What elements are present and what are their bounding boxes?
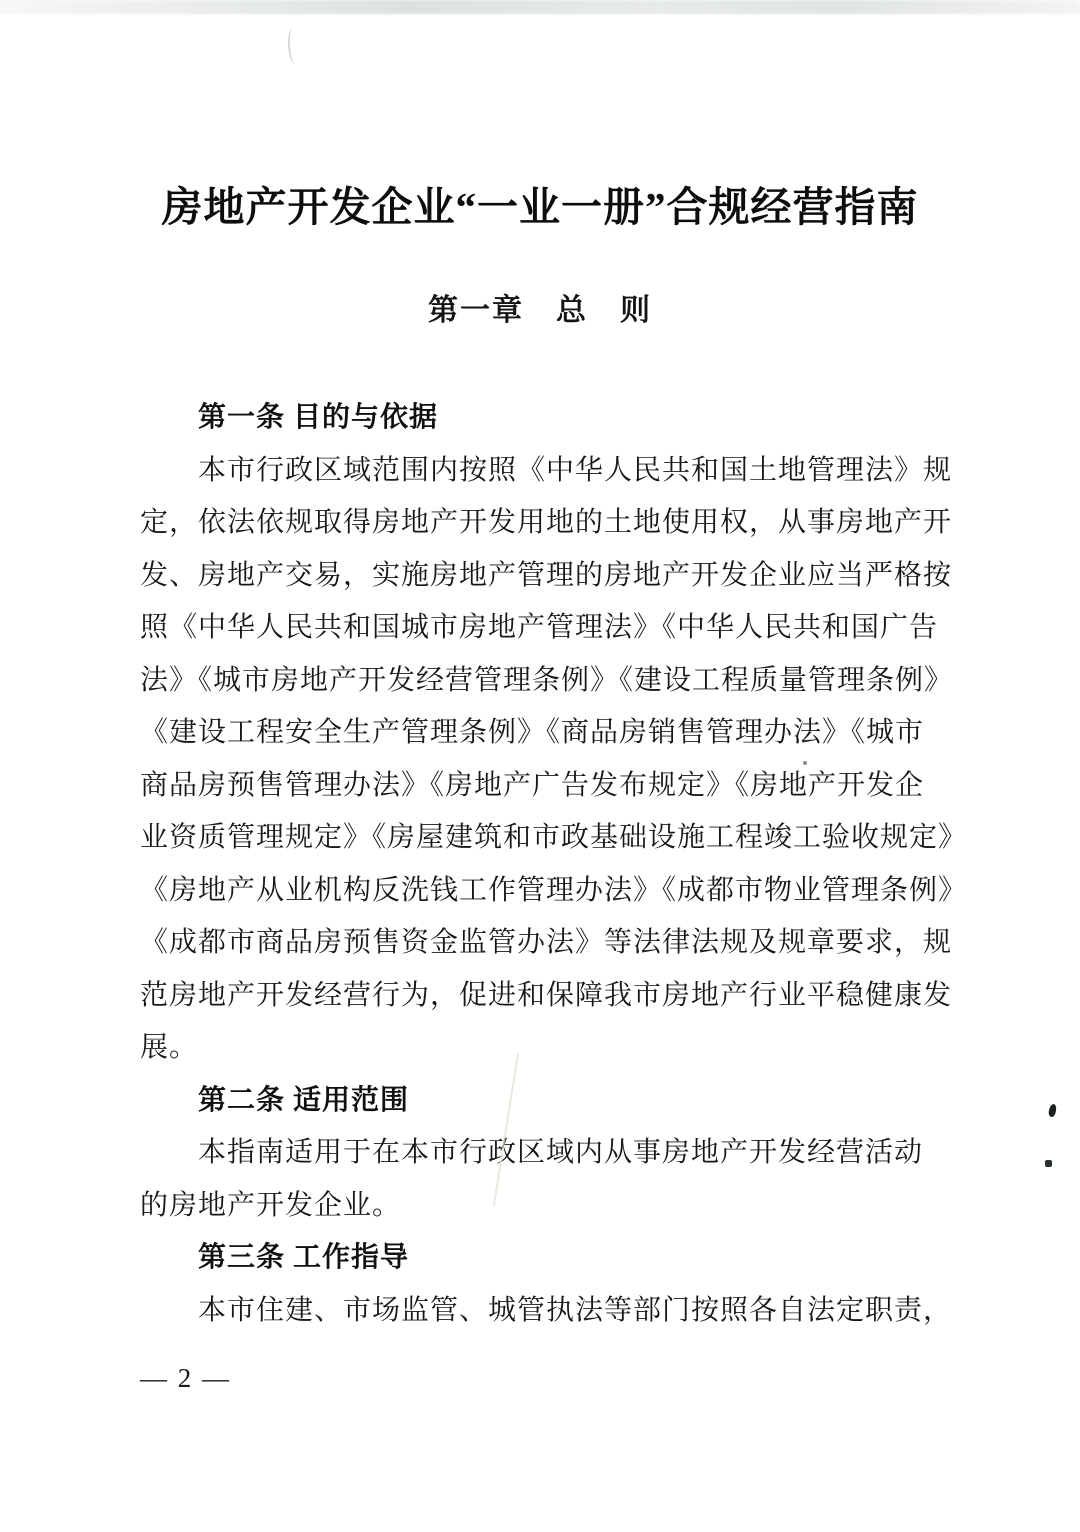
body-line: 定，依法依规取得房地产开发用地的土地使用权，从事房地产开 — [140, 507, 953, 538]
scan-artifact-speck — [803, 761, 807, 765]
article-3-heading: 第三条 工作指导 — [198, 1242, 410, 1273]
body-line: 发、房地产交易，实施房地产管理的房地产开发企业应当严格按 — [140, 559, 953, 591]
body-line: 本指南适用于在本市行政区域内从事房地产开发经营活动 — [198, 1137, 924, 1168]
scan-artifact-top-band — [0, 0, 1080, 14]
body-line: 的房地产开发企业。 — [140, 1189, 402, 1221]
body-line: 业资质管理规定》《房屋建筑和市政基础设施工程竣工验收规定》 — [140, 822, 968, 853]
body-line: 《成都市商品房预售资金监管办法》等法律法规及规章要求，规 — [140, 927, 953, 958]
body-line: 《房地产从业机构反洗钱工作管理办法》《成都市物业管理条例》 — [140, 874, 968, 906]
scan-artifact-speck — [1045, 1160, 1052, 1167]
document-body — [0, 392, 1080, 1337]
body-line: 展。 — [140, 1032, 199, 1063]
body-line: 照《中华人民共和国城市房地产管理法》《中华人民共和国广告 — [140, 612, 939, 643]
body-line: 法》《城市房地产开发经营管理条例》《建设工程质量管理条例》 — [140, 664, 954, 696]
article-1-heading: 第一条 目的与依据 — [198, 402, 439, 433]
body-line: 本市行政区域范围内按照《中华人民共和国土地管理法》规 — [198, 454, 953, 486]
document-title: 房地产开发企业“一业一册”合规经营指南 — [161, 184, 919, 230]
body-line: 商品房预售管理办法》《房地产广告发布规定》《房地产开发企 — [140, 769, 925, 801]
scan-artifact-mark — [287, 28, 301, 65]
body-line: 本市住建、市场监管、城管执法等部门按照各自法定职责， — [198, 1294, 953, 1326]
body-line: 《建设工程安全生产管理条例》《商品房销售管理办法》《城市 — [140, 717, 925, 748]
body-line: 范房地产开发经营行为，促进和保障我市房地产行业平稳健康发 — [140, 979, 953, 1011]
chapter-heading: 第一章 总 则 — [428, 294, 652, 327]
article-2-heading: 第二条 适用范围 — [198, 1084, 410, 1116]
page-number: — 2 — — [140, 1363, 231, 1393]
